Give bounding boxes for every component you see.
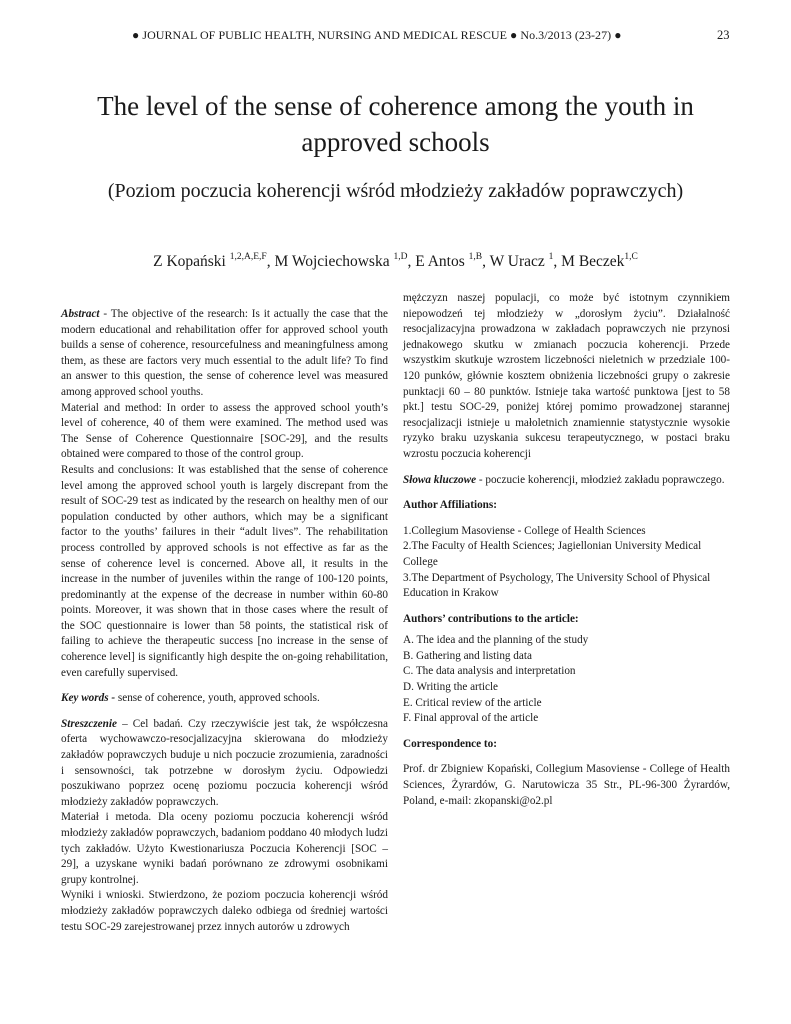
abstract-text: - The objective of the research: Is it actually the case that the modern educational and rehabilitation offer for approved school youth builds a sense of coherence, resourcefulness and meaningfulness among them, as these are factors very much essential to the adult life? To find an answer to this question, the sense of coherence level was measured among approved school youths. — [61, 308, 388, 398]
journal-line: ● JOURNAL OF PUBLIC HEALTH, NURSING AND MEDICAL RESCUE ● No.3/2013 (23-27) ● — [132, 28, 622, 42]
affiliation-item: 3.The Department of Psychology, The University School of Physical Education in Krakow — [403, 571, 711, 600]
author-separator: , — [553, 253, 562, 270]
left-column — [61, 307, 388, 935]
slowa-kluczowe-text: - poczucie koherencji, młodzież zakładu poprawczego. — [476, 473, 725, 486]
streszczenie-method: Materiał i metoda. Dla oceny poziomu poczucia koherencji wśród młodzieży zakładów poprawczych, badaniom poddano 40 młodych ludzi tych zakładów. Użyto Kwestionariusza Poczucia Koherencji [SOC – 29], a uzyskane wyniki badań porównano ze zdrowymi osobnikami grupy kontrolnej. — [61, 811, 388, 886]
contribution-item: B. Gathering and listing data — [403, 649, 532, 662]
running-header — [0, 28, 791, 44]
affiliations-list — [403, 524, 730, 602]
author-separator: , — [407, 253, 416, 270]
slowa-kluczowe — [403, 473, 730, 489]
streszczenie-label: Streszczenie — [61, 717, 117, 730]
author-affiliation-mark: 1,C — [624, 252, 638, 262]
contribution-item: C. The data analysis and interpretation — [403, 665, 576, 678]
correspondence-heading: Correspondence to: — [403, 737, 497, 750]
streszczenie-text: – Cel badań. Czy rzeczywiście jest tak, że współczesna oferta wychowawczo-resocjalizacyjna skierowana do młodzieży zakładów poprawczych buduje u nich poczucie zrozumienia, zaradności i sensowności, tak potrzebne w dorosłym życiu. Odpowiedzi poszukiwano poprzez ocenę poziomu poczucia koherencji wśród młodzieży zakładów poprawczych. — [61, 717, 388, 808]
abstract-method: Material and method: In order to assess the approved school youth’s level of coherence, 40 of them were examined. The method used was The Sense of Coherence Questionnaire [SOC-29], and the results obtained were compared to those of the control group. — [61, 401, 388, 461]
author-list — [60, 253, 731, 271]
author-separator: , — [266, 253, 275, 270]
slowa-kluczowe-label: Słowa kluczowe — [403, 473, 477, 486]
abstract-objective — [61, 307, 388, 401]
contribution-item: E. Critical review of the article — [403, 696, 542, 709]
streszczenie-results: Wyniki i wnioski. Stwierdzono, że poziom poczucia koherencji wśród młodzieży zakładów poprawczych daleko odbiega od średniej wartości testu SOC-29 zarejestrowanej przez innych autorów u zdrowych — [61, 889, 388, 933]
author-name: E Antos — [415, 253, 469, 270]
author-separator: , — [482, 253, 490, 270]
streszczenie-results-continued: mężczyzn naszej populacji, co może być istotnym czynnikiem niepowodzeń tej młodzieży w „dorosłym życiu”. Działalność resocjalizacyjna prowadzona w zakładach poprawczych nie przynosi jednakowego skutku w zmianach poczucia koherencji. Przede wszystkim skutkuje wzrostem liczebności nieletnich w przedziale 100-120 punków, głównie kosztem obniżenia liczebności grupy o zakresie punktacji 60 – 80 punktów. Istnieje taka wartość punktowa [jest to 58 pkt.] testu SOC-29, poniżej której pomimo prowadzonej starannej resocjalizacji istnieje u małoletnich znamiennie statystycznie wysokie ryzyko braku uzyskania sukcesu terapeutycznego, w postaci braku wzrostu poczucia koherencji — [403, 292, 730, 460]
keywords — [61, 691, 388, 707]
contributions-heading: Authors’ contributions to the article: — [403, 612, 579, 625]
author-affiliation-mark: 1,2,A,E,F — [229, 252, 267, 262]
correspondence-text: Prof. dr Zbigniew Kopański, Collegium Masoviense - College of Health Sciences, Żyrardów, G. Narutowicza 35 Str., PL-96-300 Żyrardów, Poland, e-mail: zkopanski@o2.pl — [403, 763, 730, 807]
affiliation-item: 2.The Faculty of Health Sciences; Jagiellonian University Medical College — [403, 540, 702, 568]
contribution-item: F. Final approval of the article — [403, 712, 539, 725]
author-name: Z Kopański — [153, 253, 230, 270]
affiliations-heading: Author Affiliations: — [403, 499, 497, 512]
right-column — [403, 291, 730, 809]
affiliation-item: 1.Collegium Masoviense - College of Health Sciences — [403, 524, 646, 537]
streszczenie-objective — [61, 717, 388, 811]
page-number: 23 — [717, 28, 730, 42]
author-affiliation-mark: 1 — [548, 252, 554, 262]
author-affiliation-mark: 1,B — [468, 252, 483, 262]
contribution-item: D. Writing the article — [403, 681, 499, 694]
paper-subtitle: (Poziom poczucia koherencji wśród młodzieży zakładów poprawczych) — [107, 180, 684, 202]
author-name: M Beczek — [561, 253, 625, 270]
keywords-label: Key words - — [61, 692, 116, 705]
abstract-results: Results and conclusions: It was established that the sense of coherence level among the approved school youth is largely discrepant from the result of SOC-29 test as indicated by the research on healthy men of our population conducted by other authors, which may be a significant factor to the youths’ failures in their “adult lives”. The rehabilitation process controlled by approved schools is not effective as far as the sense of coherence level is concerned. Above all, it results in the increase in the number of juveniles within the range of 100-120 points, predominantly at the expense of the decrease in number within 60-80 points. Moreover, it was shown that in those cases where the result of the SOC questionnaire is lower than 58 points, the statistical risk of failing to achieve the therapeutic success [no increase in the sense of coherence level] is significantly high despite the on-going rehabilitation, even carefully supervised. — [61, 463, 388, 679]
author-name: M Wojciechowska — [274, 253, 394, 270]
abstract-label: Abstract — [61, 308, 100, 320]
author-affiliation-mark: 1,D — [393, 252, 408, 262]
author-name: W Uracz — [489, 253, 549, 270]
contributions-list — [403, 633, 730, 727]
contribution-item: A. The idea and the planning of the study — [403, 634, 589, 647]
paper-title: The level of the sense of coherence among the youth in approved schools — [97, 91, 694, 157]
keywords-text: sense of coherence, youth, approved schools. — [115, 692, 320, 705]
